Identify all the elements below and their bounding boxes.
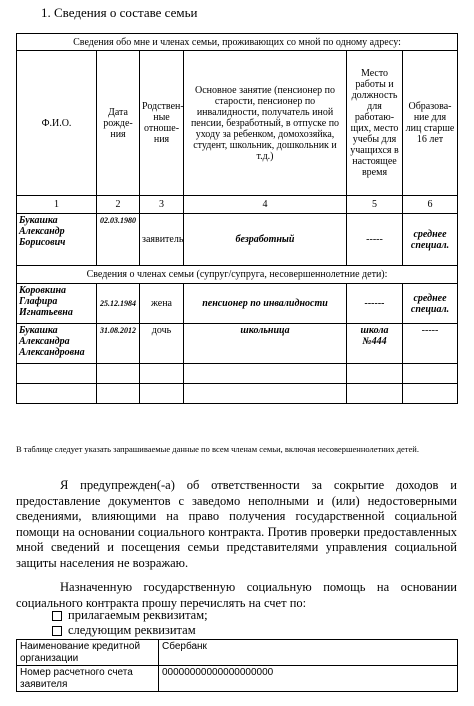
column-header: Основное занятие (пенсионер по старости, пенсионер по инвалидности, получатель иной пенсии, безработный, в отпуске по уходу за ребенком, домохозяйка, студент, школьник, дошкольник и т.д.) [184, 51, 347, 196]
account-number-value: 00000000000000000000 [159, 666, 458, 692]
footnote: В таблице следует указать запрашиваемые данные по всем членам семьи, включая несовершеннолетних детей. [16, 444, 419, 454]
bank-name-value: Сбербанк [159, 640, 458, 666]
payment-paragraph: Назначенную государственную социальную помощь на основании социального контракта прошу перечислять на счет по: [16, 580, 457, 610]
table-row [17, 364, 458, 384]
column-number: 4 [184, 196, 347, 214]
member-name: Букашка Александра Александровна [17, 324, 97, 364]
column-header: Родствен-ные отноше-ния [140, 51, 184, 196]
column-header: Место работы и должность для работаю-щих, место учебы для учащихся в настоящее время [347, 51, 403, 196]
table-header: Сведения обо мне и членах семьи, проживающих со мной по одному адресу: [17, 34, 458, 51]
section-title: 1. Сведения о составе семьи [41, 5, 198, 20]
member-occupation: школьница [184, 324, 347, 364]
table-row [17, 324, 458, 364]
members-header: Сведения о членах семьи (супруг/супруга, несовершеннолетние дети): [17, 266, 458, 284]
table-row [17, 640, 458, 666]
member-occupation: пенсионер по инвалидности [184, 284, 347, 324]
column-header: Образова-ние для лиц старше 16 лет [403, 51, 458, 196]
applicant-relation: заявитель [140, 214, 184, 266]
table-row [17, 666, 458, 692]
column-number: 1 [17, 196, 97, 214]
member-name: Коровкина Глафира Игнатьевна [17, 284, 97, 324]
family-table [16, 33, 458, 404]
bank-details-table [16, 639, 458, 692]
member-dob: 25.12.1984 [97, 284, 140, 324]
column-header: Ф.И.О. [17, 51, 97, 196]
applicant-occupation: безработный [184, 214, 347, 266]
checkbox-attached[interactable] [52, 611, 62, 621]
applicant-workplace: ----- [347, 214, 403, 266]
member-education: ----- [403, 324, 458, 364]
option-attached-details[interactable] [52, 608, 208, 623]
applicant-name: Букашка Александр Борисович [17, 214, 97, 266]
member-dob: 31.08.2012 [97, 324, 140, 364]
table-row [17, 284, 458, 324]
member-relation: дочь [140, 324, 184, 364]
column-number: 6 [403, 196, 458, 214]
checkbox-following[interactable] [52, 626, 62, 636]
bank-name-label: Наименование кредитной организации [17, 640, 159, 666]
column-number: 5 [347, 196, 403, 214]
column-number: 3 [140, 196, 184, 214]
liability-paragraph: Я предупрежден(-а) об ответственности за сокрытие доходов и предоставление документов с заведомо неполными и (или) недостоверными сведениями, влияющими на право получения государственной социальной помощи на основании социального контракта. Против проверки предоставленных мной сведений и посещения семьи представителями управления социальной защиты населения не возражаю. [16, 478, 457, 570]
member-workplace: школа №444 [347, 324, 403, 364]
option-label: следующим реквизитам [68, 623, 196, 637]
member-relation: жена [140, 284, 184, 324]
applicant-education: среднее специал. [403, 214, 458, 266]
table-row [17, 384, 458, 404]
option-label: прилагаемым реквизитам; [68, 608, 208, 622]
account-number-label: Номер расчетного счета заявителя [17, 666, 159, 692]
column-number: 2 [97, 196, 140, 214]
member-workplace: ------ [347, 284, 403, 324]
applicant-dob: 02.03.1980 [97, 214, 140, 266]
column-header: Дата рожде-ния [97, 51, 140, 196]
member-education: среднее специал. [403, 284, 458, 324]
table-row [17, 214, 458, 266]
option-following-details[interactable] [52, 623, 196, 638]
